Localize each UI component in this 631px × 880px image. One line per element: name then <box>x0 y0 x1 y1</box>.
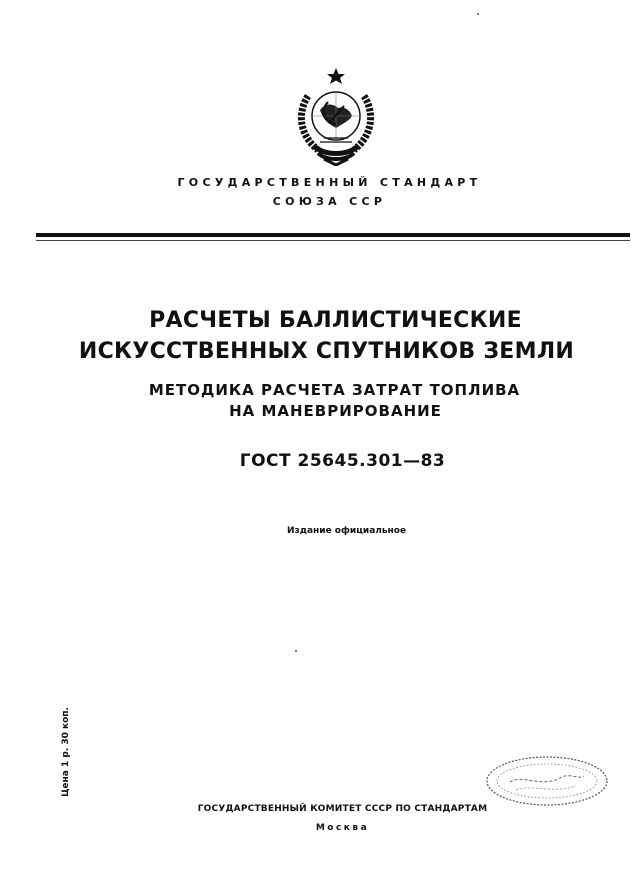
document-subtitle-line2: НА МАНЕВРИРОВАНИЕ <box>229 402 442 420</box>
standard-header-line1: ГОСУДАРСТВЕННЫЙ СТАНДАРТ <box>177 176 482 189</box>
price-label: Цена 1 р. 30 коп. <box>61 707 71 797</box>
scan-speck <box>477 13 479 15</box>
edition-note: Издание официальное <box>286 526 407 536</box>
gost-designation: ГОСТ 25645.301—83 <box>239 451 446 471</box>
standard-header-line2: СОЮЗА ССР <box>272 195 387 208</box>
library-stamp-icon <box>482 752 612 810</box>
document-title-line1: РАСЧЕТЫ БАЛЛИСТИЧЕСКИЕ <box>149 308 522 333</box>
publisher-committee: ГОСУДАРСТВЕННЫЙ КОМИТЕТ СССР ПО СТАНДАРТАМ <box>197 804 488 814</box>
header-divider-thick <box>36 233 630 237</box>
scan-speck <box>295 650 297 652</box>
document-title-line2: ИСКУССТВЕННЫХ СПУТНИКОВ ЗЕМЛИ <box>78 339 575 364</box>
ussr-state-emblem-icon <box>290 66 382 166</box>
header-divider-thin <box>36 240 630 241</box>
document-subtitle-line1: МЕТОДИКА РАСЧЕТА ЗАТРАТ ТОПЛИВА <box>148 381 521 399</box>
publisher-city: Москва <box>315 823 370 833</box>
